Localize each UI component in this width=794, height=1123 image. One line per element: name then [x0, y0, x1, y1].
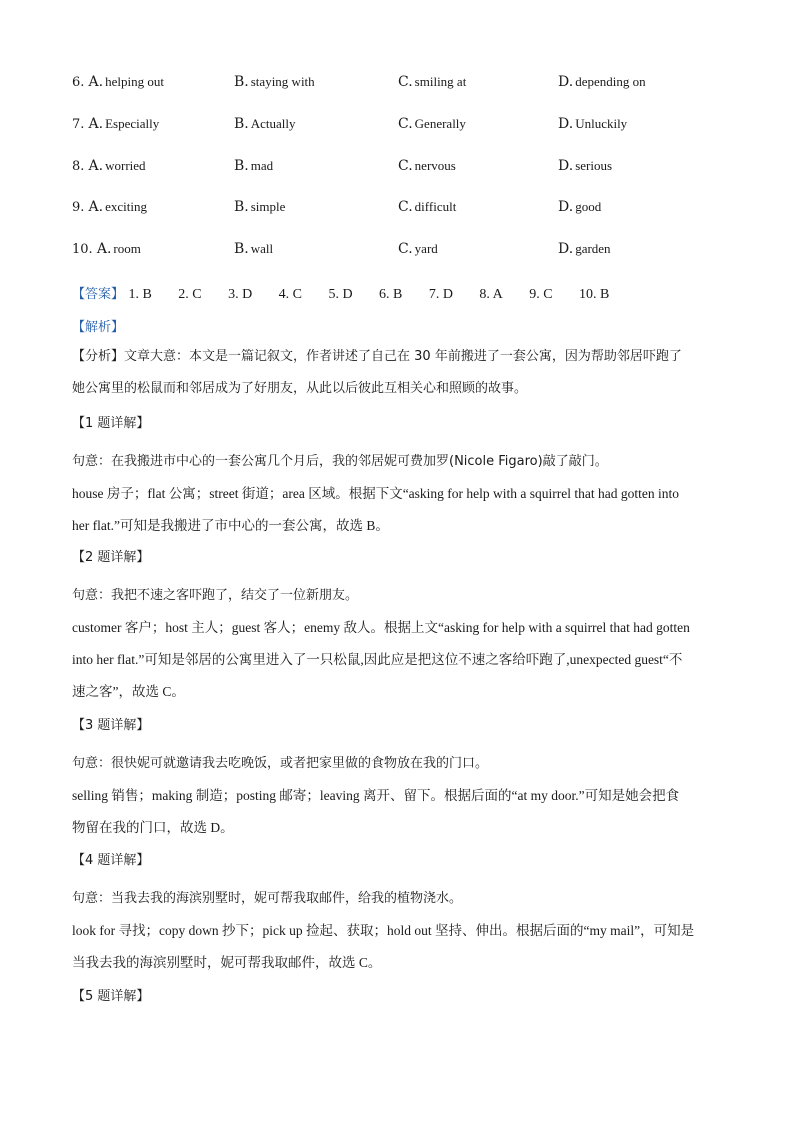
detail-line: 句意：很快妮可就邀请我去吃晚饭，或者把家里做的食物放在我的门口。: [72, 756, 489, 771]
question-6-options: [72, 74, 752, 98]
option-c: C. nervous: [398, 158, 456, 174]
option-b: B. wall: [234, 241, 274, 257]
option-d: D. good: [558, 199, 602, 215]
answer-label: 【答案】: [72, 287, 125, 302]
option-b: B. staying with: [234, 74, 315, 90]
option-d: D. serious: [558, 158, 613, 174]
option-c: C. difficult: [398, 199, 457, 215]
detail-line: look for 寻找；copy down 抄下；pick up 捡起、获取；hold out 坚持、伸出。根据后面的“my mail”，可知是: [72, 923, 695, 938]
answer-item: 5. D: [328, 287, 353, 302]
option-a: 9. A. exciting: [72, 199, 147, 215]
summary-line: 【分析】文章大意：本文是一篇记叙文，作者讲述了自己在 30 年前搬进了一套公寓，因为帮助邻居吓跑了: [72, 349, 682, 364]
detail-line: 速之客”，故选 C。: [72, 684, 185, 699]
option-c: C. yard: [398, 241, 438, 257]
detail-line: 当我去我的海滨别墅时，妮可帮我取邮件，故选 C。: [72, 955, 382, 970]
option-c: C. Generally: [398, 116, 466, 132]
detail-4: [72, 845, 732, 979]
detail-heading: 【2 题详解】: [72, 550, 150, 565]
detail-line: 句意：我把不速之客吓跑了，结交了一位新朋友。: [72, 588, 359, 603]
detail-heading: 【3 题详解】: [72, 718, 150, 733]
answer-item: 2. C: [178, 287, 202, 302]
detail-5: [72, 981, 732, 1013]
answer-item: 8. A: [479, 287, 503, 302]
answer-item: 1. B: [128, 287, 152, 302]
detail-line: house 房子；flat 公寓；street 街道；area 区域。根据下文“asking for help with a squirrel that had gotten into: [72, 486, 679, 501]
question-9-options: [72, 199, 752, 223]
answer-item: 6. B: [379, 287, 403, 302]
summary-line: 她公寓里的松鼠而和邻居成为了好朋友，从此以后彼此互相关心和照顾的故事。: [72, 381, 528, 396]
option-b: B. simple: [234, 199, 286, 215]
option-b: B. mad: [234, 158, 274, 174]
detail-line: selling 销售；making 制造；posting 邮寄；leaving 离开、留下。根据后面的“at my door.”可知是她会把食: [72, 788, 680, 803]
detail-heading: 【1 题详解】: [72, 416, 150, 431]
option-c: C. smiling at: [398, 74, 467, 90]
detail-line: 物留在我的门口，故选 D。: [72, 820, 234, 835]
option-b: B. Actually: [234, 116, 296, 132]
option-d: D. Unluckily: [558, 116, 628, 132]
detail-line: 句意：在我搬进市中心的一套公寓几个月后，我的邻居妮可费加罗(Nicole Figaro)敲了敲门。: [72, 454, 608, 469]
detail-line: customer 客户；host 主人；guest 客人；enemy 敌人。根据上文“asking for help with a squirrel that had gotten: [72, 620, 690, 635]
answer-item: 9. C: [529, 287, 553, 302]
option-a: 10. A. room: [72, 241, 141, 257]
detail-1: [72, 408, 732, 542]
answer-item: 7. D: [428, 287, 453, 302]
option-a: 6. A. helping out: [72, 74, 164, 90]
option-d: D. depending on: [558, 74, 646, 90]
detail-2: [72, 542, 732, 708]
detail-line: into her flat.”可知是邻居的公寓里进入了一只松鼠,因此应是把这位不速之客给吓跑了,unexpected guest“不: [72, 652, 683, 667]
question-8-options: [72, 158, 752, 182]
answer-item: 4. C: [278, 287, 302, 302]
detail-heading: 【4 题详解】: [72, 853, 150, 868]
answer-item: 10. B: [578, 287, 610, 302]
detail-line: her flat.”可知是我搬进了市中心的一套公寓，故选 B。: [72, 518, 389, 533]
answer-item: 3. D: [228, 287, 253, 302]
analysis-section: [72, 312, 732, 344]
detail-line: 句意：当我去我的海滨别墅时，妮可帮我取邮件，给我的植物浇水。: [72, 891, 463, 906]
question-10-options: [72, 241, 752, 265]
option-a: 8. A. worried: [72, 158, 146, 174]
detail-3: [72, 710, 732, 844]
option-d: D. garden: [558, 241, 611, 257]
detail-heading: 【5 题详解】: [72, 989, 150, 1004]
answer-key: [72, 283, 609, 303]
question-7-options: [72, 116, 752, 140]
summary-paragraph: [72, 341, 732, 405]
analysis-label: 【解析】: [72, 320, 125, 335]
option-a: 7. A. Especially: [72, 116, 160, 132]
